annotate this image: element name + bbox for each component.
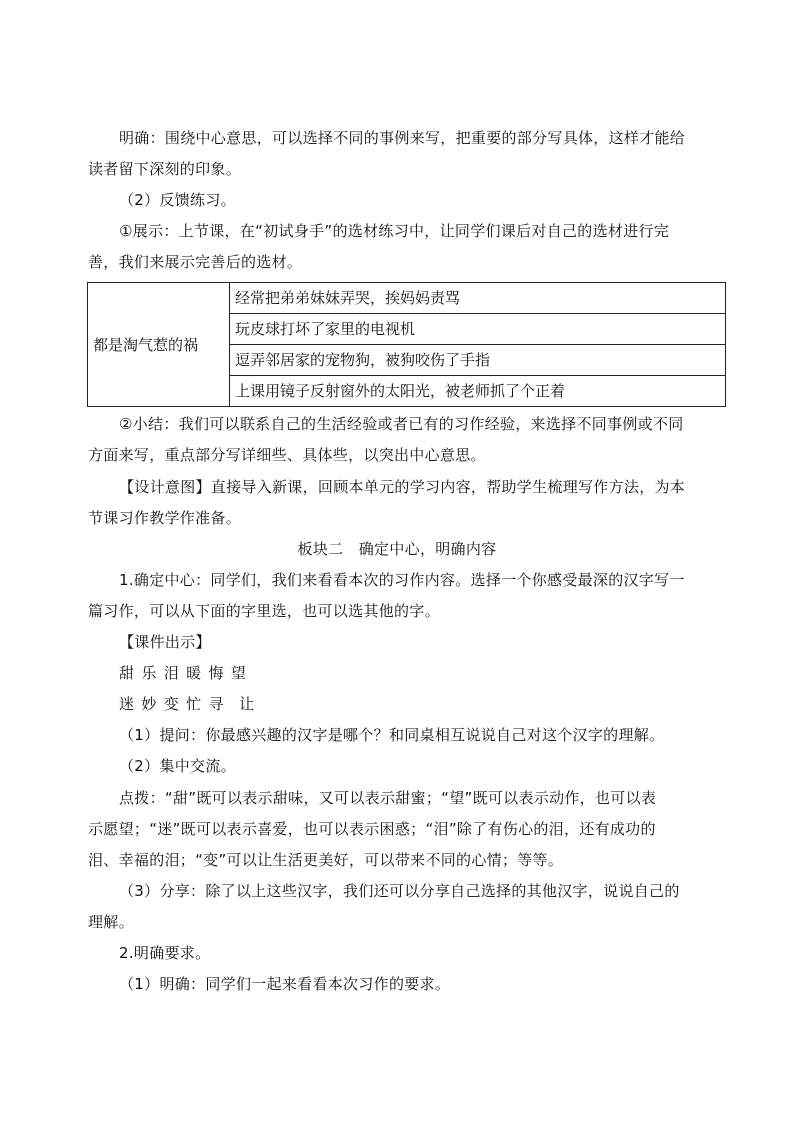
- show-paragraph-line-2: 善，我们来展示完善后的选材。: [88, 253, 303, 271]
- section-title: 板块二 确定中心，明确内容: [297, 540, 497, 558]
- question-1: （1）提问：你最感兴趣的汉字是哪个？和同桌相互说说自己对这个汉字的理解。: [119, 726, 665, 744]
- define-center-line-1: 1.确定中心：同学们，我们来看看本次的习作内容。选择一个你感受最深的汉字写一: [119, 571, 685, 589]
- question-2: （2）集中交流。: [119, 757, 236, 775]
- summary-paragraph-line-2: 方面来写，重点部分写详细些、具体些，以突出中心意思。: [88, 446, 486, 464]
- tip-line-3: 泪、幸福的泪；“变”可以让生活更美好，可以带来不同的心情；等等。: [88, 851, 564, 869]
- courseware-heading: 【课件出示】: [119, 633, 211, 651]
- tip-line-1: 点拨：“甜”既可以表示甜味，又可以表示甜蜜；“望”既可以表示动作，也可以表: [119, 789, 657, 807]
- requirements-item-1: （1）明确：同学们一起来看看本次习作的要求。: [119, 975, 451, 993]
- character-list-1: 甜 乐 泪 暖 悔 望: [119, 664, 247, 682]
- clarify-paragraph-line-1: 明确：围绕中心意思，可以选择不同的事例来写，把重要的部分写具体，这样才能给: [119, 129, 686, 147]
- feedback-heading: （2）反馈练习。: [119, 191, 236, 209]
- example-cell: 逗弄邻居家的宠物狗，被狗咬伤了手指: [230, 345, 726, 376]
- example-cell: 经常把弟弟妹妹弄哭，挨妈妈责骂: [230, 283, 726, 314]
- define-center-line-2: 篇习作，可以从下面的字里选，也可以选其他的字。: [88, 602, 440, 620]
- example-cell: 上课用镜子反射窗外的太阳光，被老师抓了个正着: [230, 376, 726, 407]
- show-paragraph-line-1: ①展示：上节课，在“初试身手”的选材练习中，让同学们课后对自己的选材进行完: [119, 222, 670, 240]
- design-intent-line-1: 【设计意图】直接导入新课，回顾本单元的学习内容，帮助学生梳理写作方法，为本: [119, 478, 686, 496]
- requirements-heading: 2.明确要求。: [119, 944, 211, 962]
- clarify-paragraph-line-2: 读者留下深刻的印象。: [88, 160, 242, 178]
- tip-line-2: 示愿望；“迷”既可以表示喜爱，也可以表示困惑；“泪”除了有伤心的泪，还有成功的: [88, 820, 656, 838]
- share-line-2: 理解。: [88, 913, 134, 931]
- share-line-1: （3）分享：除了以上这些汉字，我们还可以分享自己选择的其他汉字，说说自己的: [119, 882, 680, 900]
- design-intent-line-2: 节课习作教学作准备。: [88, 509, 242, 527]
- table-row: [88, 283, 726, 314]
- character-list-2: 迷 妙 变 忙 寻 让: [119, 695, 255, 713]
- topic-cell: 都是淘气惹的祸: [88, 283, 230, 407]
- example-cell: 玩皮球打坏了家里的电视机: [230, 314, 726, 345]
- summary-paragraph-line-1: ②小结：我们可以联系自己的生活经验或者已有的习作经验，来选择不同事例或不同: [119, 415, 684, 433]
- topic-selection-table: [87, 282, 726, 407]
